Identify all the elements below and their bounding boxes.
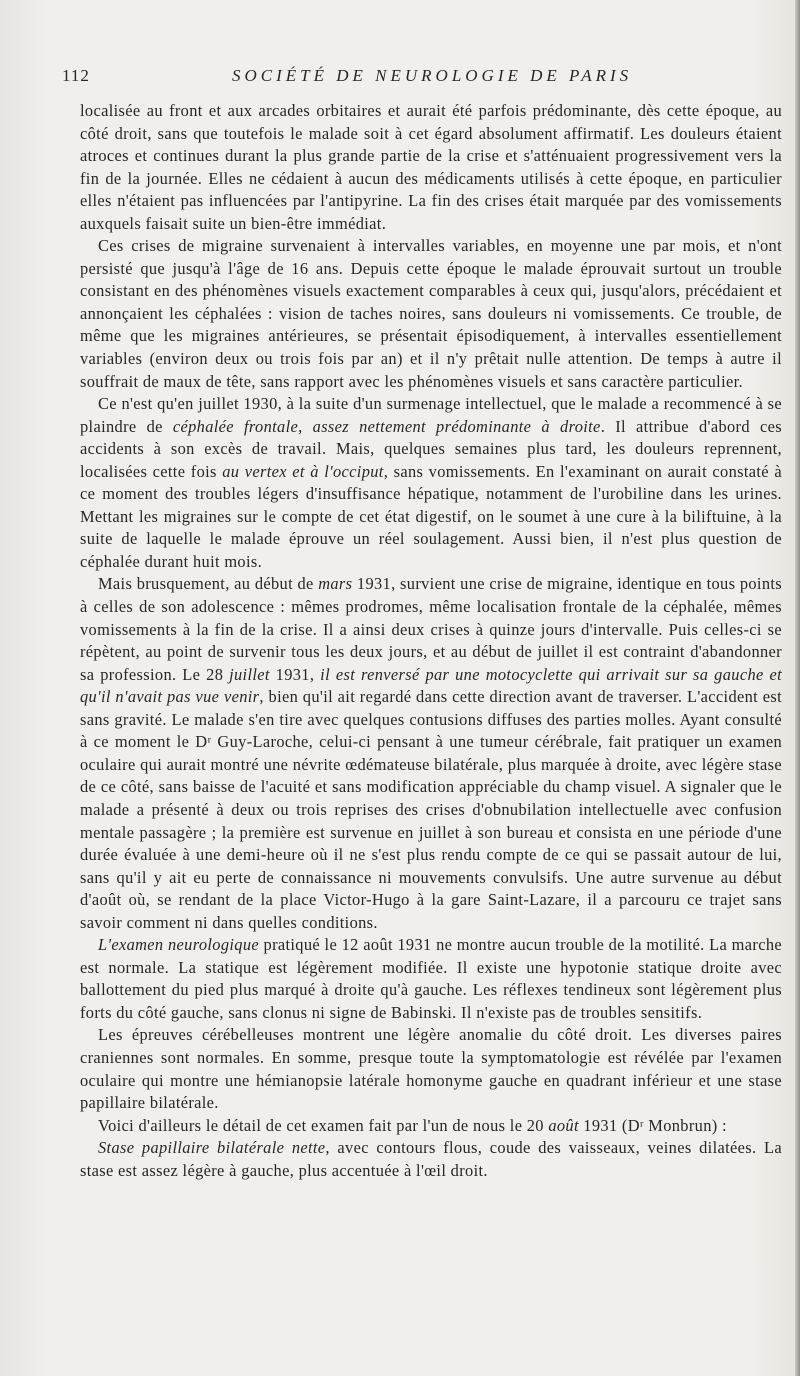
text-run: , sans vomissements. En l'examinant on aurait constaté à ce moment des troubles légers d'insuffisance hépatique, notamment de l'urobiline dans les urines. Mettant les migraines sur le compte de cet état digestif, on le soumet à une cure à la biliftuine, à la suite de laquelle le malade éprouve un réel soulagement. Aussi bien, il n'est plus question de céphalée durant huit mois. xyxy=(80,461,782,571)
paragraph xyxy=(80,393,782,573)
text-run: 1931 (Dʳ Monbrun) : xyxy=(578,1115,727,1135)
italic-text: L'examen neurologique xyxy=(98,935,259,955)
text-run: Les épreuves cérébelleuses montrent une légère anomalie du côté droit. Les diverses paires craniennes sont normales. En somme, presque toute la symptomatologie est révélée par l'examen oculaire qui montre une hémianopsie latérale homonyme gauche en quadrant inférieur et une stase papillaire bilatérale. xyxy=(80,1025,782,1113)
italic-text: août xyxy=(548,1115,579,1135)
italic-text: au vertex et à l'occiput xyxy=(222,461,384,481)
text-run: pratiqué le 12 août 1931 ne montre aucun trouble de la motilité. La marche est normale. La statique est légèrement modifiée. Il existe une hypotonie statique droite avec ballottement du pied plus marqué à droite qu'à gauche. Les réflexes tendineux sont légèrement plus forts du côté gauche, sans clonus ni signe de Babinski. Il n'existe pas de troubles sensitifs. xyxy=(80,935,782,1022)
text-run: , bien qu'il ait regardé dans cette direction avant de traverser. L'accident est sans gravité. Le malade s'en tire avec quelques contusions diffuses des parties molles. Ayant consulté à ce moment le Dʳ Guy-Laroche, celui-ci pensant à une tumeur cérébrale, fait pratiquer un examen oculaire qui aurait montré une névrite œdémateuse bilatérale, plus marquée à droite, avec légère stase de ce côté, sans baisse de l'acuité et sans modification appréciable du champ visuel. A signaler que le malade a présenté à deux ou trois reprises des crises d'obnubilation intellectuelle avec confusion mentale passagère ; la première est survenue en juillet à son bureau et consista en une période d'une durée évaluée à une demi-heure où il ne s'est plus rendu compte de ce qui se passait autour de lui, sans qu'il y ait eu perte de connaissance ni mouvements convulsifs. Une autre survenue au début d'août où, se rendant de la place Victor-Hugo à la gare Saint-Lazare, il a parcouru ce trajet sans savoir comment ni dans quelles conditions. xyxy=(80,687,782,932)
running-title: SOCIÉTÉ DE NEUROLOGIE DE PARIS xyxy=(232,66,633,85)
italic-text: juillet xyxy=(229,664,270,684)
text-run: 1931, xyxy=(269,664,321,684)
italic-text: il est renversé par une motocyclette qui arrivait sur sa gauche et qu'il n'avait pas vue venir xyxy=(80,664,782,707)
text-run: Ces crises de migraine survenaient à intervalles variables, en moyenne une par mois, et n'ont persisté que jusqu'à l'âge de 16 ans. Depuis cette époque le malade éprouvait surtout un trouble consistant en des phénomènes visuels exactement comparables à ceux qui, jusqu'alors, précédaient et annonçaient les céphalées : vision de taches noires, sans douleurs ni vomissements. Ce trouble, de même que les migraines antérieures, se présentait épisodiquement, à intervalles essentiellement variables (environ deux ou trois fois par an) et il n'y prêtait nulle attention. De temps à autre il souffrait de maux de tête, sans rapport avec les phénomènes visuels et sans caractère particulier. xyxy=(80,236,782,391)
paragraph xyxy=(80,235,782,393)
text-run: Voici d'ailleurs le détail de cet examen fait par l'un de nous le 20 xyxy=(98,1115,549,1135)
text-run: , avec contours flous, coude des vaisseaux, veines dilatées. La stase est assez légère à gauche, plus accentuée à l'œil droit. xyxy=(80,1138,782,1180)
italic-text: céphalée frontale, assez nettement prédominante à droite xyxy=(172,416,601,436)
text-run: 1931, survient une crise de migraine, identique en tous points à celles de son adolescence : mêmes prodromes, même localisation frontale de la céphalée, mêmes vomissements à la fin de la crise. Il a ainsi deux crises à quinze jours d'intervalle. Puis celles-ci se répètent, au point de survenir tous les deux jours, et au début de juillet il est contraint d'abandonner sa profession. Le 28 xyxy=(80,574,783,684)
paragraph xyxy=(80,100,782,235)
text-run: Mais brusquement, au début de xyxy=(98,574,319,594)
paragraph xyxy=(80,1024,782,1114)
text-run: Ce n'est qu'en juillet 1930, à la suite d'un surmenage intellectuel, que le malade a recommencé à se plaindre de xyxy=(80,394,782,436)
paragraph xyxy=(80,1137,782,1182)
text-run: localisée au front et aux arcades orbitaires et aurait été parfois prédominante, dès cette époque, au côté droit, sans que toutefois le malade soit à cet égard absolument affirmatif. Les douleurs étaient atroces et continues durant la plus grande partie de la crise et s'atténuaient progressivement vers la fin de la journée. Elles ne cédaient à aucun des médicaments utilisés à cette époque, en particulier elles n'étaient pas influencées par l'antipyrine. La fin des crises était marquée par des vomissements auxquels faisait suite un bien-être immédiat. xyxy=(80,101,782,233)
text-run: . Il attribue d'abord ces accidents à son excès de travail. Mais, quelques semaines plus tard, les douleurs reprennent, localisées cette fois xyxy=(80,416,782,481)
italic-text: mars xyxy=(318,574,353,594)
paragraph xyxy=(80,934,782,1024)
paragraph xyxy=(80,1115,782,1138)
paragraph xyxy=(80,573,782,934)
page-edge-shadow xyxy=(795,0,800,1376)
page-number: 112 xyxy=(62,66,90,85)
page-header xyxy=(62,66,752,92)
italic-text: Stase papillaire bilatérale nette xyxy=(98,1138,326,1158)
body-text xyxy=(80,100,782,1182)
